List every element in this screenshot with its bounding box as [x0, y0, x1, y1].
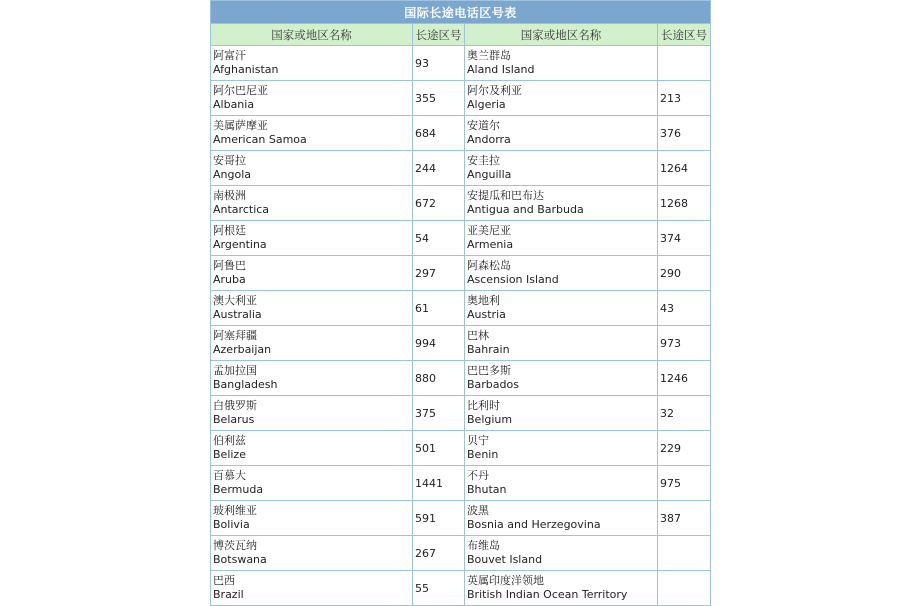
area-code-cell: 501 — [413, 431, 465, 466]
area-code-cell: 93 — [413, 46, 465, 81]
area-code-cell — [658, 571, 711, 606]
area-code-cell: 375 — [413, 396, 465, 431]
table-row — [211, 501, 711, 536]
area-code-cell: 1268 — [658, 186, 711, 221]
area-code-cell — [658, 536, 711, 571]
country-name-cell — [465, 221, 658, 256]
table-title-row — [211, 1, 711, 24]
table-row — [211, 361, 711, 396]
area-code-cell: 1264 — [658, 151, 711, 186]
country-name-english: Antarctica — [213, 203, 270, 216]
country-name-chinese: 百慕大 — [213, 469, 246, 482]
country-name-english: Bosnia and Herzegovina — [467, 518, 601, 531]
country-name-english: Benin — [467, 448, 499, 461]
country-name-cell — [211, 221, 413, 256]
table-row — [211, 256, 711, 291]
country-name-cell — [211, 151, 413, 186]
country-name-english: Algeria — [467, 98, 506, 111]
table-row — [211, 571, 711, 606]
country-name-english: Bouvet Island — [467, 553, 543, 566]
country-name-chinese: 澳大利亚 — [213, 294, 257, 307]
country-name-english: Bermuda — [213, 483, 264, 496]
country-name-cell — [465, 361, 658, 396]
header-area-code-left: 长途区号 — [413, 24, 465, 46]
area-code-cell: 591 — [413, 501, 465, 536]
country-name-english: Azerbaijan — [213, 343, 272, 356]
country-name-cell — [211, 81, 413, 116]
country-name-chinese: 安圭拉 — [467, 154, 500, 167]
country-name-chinese: 巴西 — [213, 574, 235, 587]
area-code-cell: 672 — [413, 186, 465, 221]
area-code-cell: 684 — [413, 116, 465, 151]
country-name-cell — [465, 396, 658, 431]
country-name-cell — [465, 116, 658, 151]
country-name-english: Albania — [213, 98, 255, 111]
area-code-cell: 61 — [413, 291, 465, 326]
table-row — [211, 396, 711, 431]
country-name-cell — [465, 431, 658, 466]
country-name-cell — [211, 431, 413, 466]
country-name-chinese: 阿尔及利亚 — [467, 84, 522, 97]
area-code-cell: 290 — [658, 256, 711, 291]
country-name-cell — [465, 81, 658, 116]
country-name-english: Belgium — [467, 413, 513, 426]
country-name-cell — [211, 396, 413, 431]
country-name-english: Austria — [467, 308, 506, 321]
area-code-cell: 374 — [658, 221, 711, 256]
country-name-english: Bahrain — [467, 343, 510, 356]
table-row — [211, 431, 711, 466]
area-code-cell: 32 — [658, 396, 711, 431]
country-name-english: Afghanistan — [213, 63, 279, 76]
country-name-english: Ascension Island — [467, 273, 559, 286]
area-code-cell: 975 — [658, 466, 711, 501]
table-header-row — [211, 24, 711, 46]
table-title: 国际长途电话区号表 — [211, 1, 711, 24]
country-name-english: Aruba — [213, 273, 246, 286]
country-name-english: Bolivia — [213, 518, 250, 531]
country-name-chinese: 比利时 — [467, 399, 500, 412]
country-name-chinese: 安提瓜和巴布达 — [467, 189, 544, 202]
country-name-english: Bhutan — [467, 483, 507, 496]
area-code-cell: 387 — [658, 501, 711, 536]
country-name-cell — [465, 256, 658, 291]
area-code-cell: 994 — [413, 326, 465, 361]
country-name-english: Australia — [213, 308, 262, 321]
country-name-english: American Samoa — [213, 133, 307, 146]
country-name-chinese: 波黑 — [467, 504, 489, 517]
country-name-english: Botswana — [213, 553, 267, 566]
country-name-english: Barbados — [467, 378, 519, 391]
country-name-cell — [211, 46, 413, 81]
table-body — [211, 46, 711, 606]
header-area-code-right: 长途区号 — [658, 24, 711, 46]
table-row — [211, 116, 711, 151]
country-name-english: British Indian Ocean Territory — [467, 588, 628, 601]
country-name-chinese: 奥兰群岛 — [467, 49, 511, 62]
area-code-cell: 267 — [413, 536, 465, 571]
country-name-english: Armenia — [467, 238, 514, 251]
header-country-name-left: 国家或地区名称 — [211, 24, 413, 46]
area-code-cell: 973 — [658, 326, 711, 361]
country-name-chinese: 博茨瓦纳 — [213, 539, 257, 552]
area-code-cell: 43 — [658, 291, 711, 326]
country-name-cell — [211, 501, 413, 536]
country-name-chinese: 美属萨摩亚 — [213, 119, 268, 132]
country-name-english: Argentina — [213, 238, 267, 251]
area-code-cell — [658, 46, 711, 81]
country-name-cell — [211, 361, 413, 396]
area-code-cell: 213 — [658, 81, 711, 116]
country-name-cell — [465, 46, 658, 81]
country-name-chinese: 巴巴多斯 — [467, 364, 511, 377]
country-name-english: Aland Island — [467, 63, 535, 76]
country-name-chinese: 阿鲁巴 — [213, 259, 246, 272]
country-name-chinese: 南极洲 — [213, 189, 246, 202]
area-code-cell: 355 — [413, 81, 465, 116]
table-row — [211, 466, 711, 501]
country-name-chinese: 阿尔巴尼亚 — [213, 84, 268, 97]
country-name-chinese: 奥地利 — [467, 294, 500, 307]
country-name-cell — [211, 256, 413, 291]
country-name-english: Belarus — [213, 413, 255, 426]
area-code-cell: 376 — [658, 116, 711, 151]
area-code-cell: 297 — [413, 256, 465, 291]
country-name-cell — [465, 186, 658, 221]
area-code-cell: 880 — [413, 361, 465, 396]
country-name-chinese: 安哥拉 — [213, 154, 246, 167]
country-name-chinese: 阿森松岛 — [467, 259, 511, 272]
country-name-chinese: 亚美尼亚 — [467, 224, 511, 237]
country-name-cell — [465, 326, 658, 361]
country-name-cell — [465, 291, 658, 326]
country-name-chinese: 贝宁 — [467, 434, 489, 447]
country-name-chinese: 白俄罗斯 — [213, 399, 257, 412]
country-name-cell — [211, 291, 413, 326]
table-row — [211, 326, 711, 361]
country-name-english: Anguilla — [467, 168, 512, 181]
country-name-chinese: 英属印度洋领地 — [467, 574, 544, 587]
country-name-cell — [211, 571, 413, 606]
country-name-english: Bangladesh — [213, 378, 278, 391]
table-row — [211, 221, 711, 256]
table-row — [211, 151, 711, 186]
country-name-chinese: 伯利兹 — [213, 434, 246, 447]
country-name-english: Antigua and Barbuda — [467, 203, 584, 216]
country-name-english: Brazil — [213, 588, 244, 601]
country-name-chinese: 阿富汗 — [213, 49, 246, 62]
country-name-chinese: 阿根廷 — [213, 224, 246, 237]
country-name-chinese: 安道尔 — [467, 119, 500, 132]
area-code-cell: 229 — [658, 431, 711, 466]
area-code-cell: 54 — [413, 221, 465, 256]
country-name-chinese: 不丹 — [467, 469, 489, 482]
country-name-chinese: 孟加拉国 — [213, 364, 257, 377]
area-code-table-container — [210, 0, 710, 606]
country-name-cell — [465, 501, 658, 536]
country-name-cell — [211, 186, 413, 221]
country-name-chinese: 阿塞拜疆 — [213, 329, 257, 342]
country-name-english: Angola — [213, 168, 252, 181]
table-row — [211, 46, 711, 81]
country-name-cell — [465, 571, 658, 606]
table-row — [211, 291, 711, 326]
area-code-table — [210, 0, 711, 606]
table-row — [211, 81, 711, 116]
country-name-cell — [211, 326, 413, 361]
country-name-english: Belize — [213, 448, 246, 461]
country-name-cell — [211, 536, 413, 571]
country-name-chinese: 玻利维亚 — [213, 504, 257, 517]
area-code-cell: 55 — [413, 571, 465, 606]
area-code-cell: 1246 — [658, 361, 711, 396]
country-name-cell — [465, 536, 658, 571]
country-name-english: Andorra — [467, 133, 511, 146]
header-country-name-right: 国家或地区名称 — [465, 24, 658, 46]
table-row — [211, 186, 711, 221]
country-name-cell — [465, 466, 658, 501]
country-name-cell — [211, 116, 413, 151]
table-row — [211, 536, 711, 571]
country-name-chinese: 巴林 — [467, 329, 489, 342]
country-name-chinese: 布维岛 — [467, 539, 500, 552]
country-name-cell — [465, 151, 658, 186]
area-code-cell: 1441 — [413, 466, 465, 501]
country-name-cell — [211, 466, 413, 501]
area-code-cell: 244 — [413, 151, 465, 186]
